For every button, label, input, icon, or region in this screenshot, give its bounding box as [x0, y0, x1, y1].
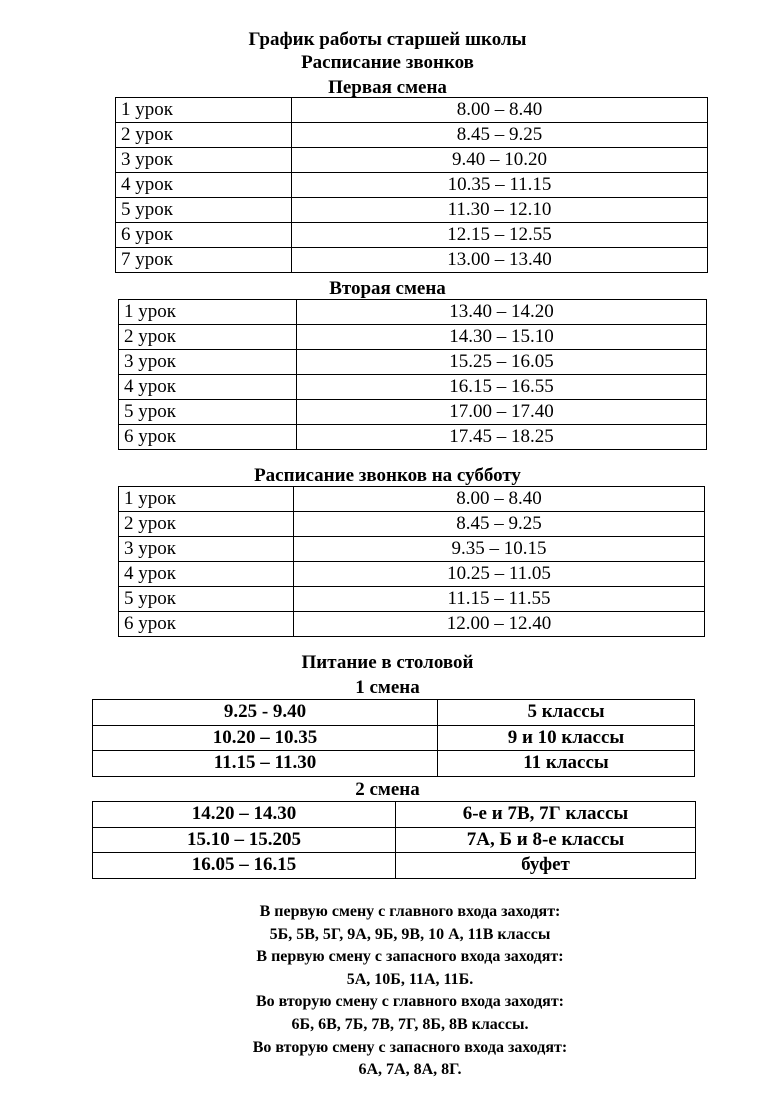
lesson-cell: 2 урок [119, 512, 294, 537]
entrance-note: Во вторую смену с запасного входа заходят: [252, 1038, 568, 1056]
lesson-cell: 6 урок [116, 223, 292, 248]
meal-classes-cell: 6-е и 7В, 7Г классы [396, 802, 696, 828]
entrance-note: Во вторую смену с главного входа заходят: [255, 993, 564, 1011]
time-cell: 16.15 – 16.55 [297, 375, 707, 400]
meal-time-cell: 14.20 – 14.30 [93, 802, 396, 828]
table-row [116, 148, 708, 173]
meal-classes-cell: 5 классы [438, 700, 695, 726]
entrance-note: В первую смену с главного входа заходят: [259, 903, 561, 920]
table-row [119, 562, 705, 587]
lesson-cell: 1 урок [119, 300, 297, 325]
table-row [93, 827, 696, 853]
time-cell: 13.00 – 13.40 [292, 248, 708, 273]
table-row [116, 98, 708, 123]
table-row [119, 350, 707, 375]
meal-time-cell: 15.10 – 15.205 [93, 827, 396, 853]
lesson-cell: 4 урок [119, 375, 297, 400]
lesson-cell: 6 урок [119, 425, 297, 450]
lesson-cell: 3 урок [119, 350, 297, 375]
table-row [119, 300, 707, 325]
entrance-note: В первую смену с запасного входа заходят: [256, 948, 564, 966]
entrance-note: 5Б, 5В, 5Г, 9А, 9Б, 9В, 10 А, 11В классы [269, 925, 551, 943]
time-cell: 13.40 – 14.20 [297, 300, 707, 325]
table-row [93, 802, 696, 828]
table-row [119, 537, 705, 562]
table-row [93, 725, 695, 751]
canteen-shift2-table [92, 801, 696, 879]
table-row [93, 700, 695, 726]
lesson-cell: 2 урок [116, 123, 292, 148]
saturday-heading: Расписание звонков на субботу [254, 465, 521, 486]
table-row [116, 123, 708, 148]
table-row [119, 487, 705, 512]
lesson-cell: 4 урок [116, 173, 292, 198]
lesson-cell: 7 урок [116, 248, 292, 273]
lesson-cell: 3 урок [116, 148, 292, 173]
table-row [93, 853, 696, 879]
table-row [119, 512, 705, 537]
canteen-shift1-heading: 1 смена [355, 677, 420, 698]
meal-time-cell: 16.05 – 16.15 [93, 853, 396, 879]
time-cell: 11.30 – 12.10 [292, 198, 708, 223]
canteen-heading: Питание в столовой [301, 652, 474, 673]
entrance-note: 5А, 10Б, 11А, 11Б. [346, 970, 474, 988]
shift2-heading: Вторая смена [329, 278, 446, 299]
lesson-cell: 1 урок [119, 487, 294, 512]
time-cell: 12.15 – 12.55 [292, 223, 708, 248]
entrance-note: 6Б, 6В, 7Б, 7В, 7Г, 8Б, 8В классы. [291, 1016, 529, 1033]
table-row [93, 751, 695, 777]
table-row [119, 375, 707, 400]
lesson-cell: 5 урок [119, 587, 294, 612]
table-row [119, 587, 705, 612]
meal-time-cell: 10.20 – 10.35 [93, 725, 438, 751]
shift2-bell-table [118, 299, 707, 450]
table-row [116, 223, 708, 248]
canteen-shift2-heading: 2 смена [355, 779, 420, 800]
lesson-cell: 6 урок [119, 612, 294, 637]
shift1-bell-table [115, 97, 708, 273]
time-cell: 12.00 – 12.40 [294, 612, 705, 637]
time-cell: 8.45 – 9.25 [292, 123, 708, 148]
time-cell: 9.35 – 10.15 [294, 537, 705, 562]
table-row [116, 198, 708, 223]
time-cell: 9.40 – 10.20 [292, 148, 708, 173]
time-cell: 17.00 – 17.40 [297, 400, 707, 425]
lesson-cell: 5 урок [116, 198, 292, 223]
meal-classes-cell: 7А, Б и 8-е классы [396, 827, 696, 853]
time-cell: 17.45 – 18.25 [297, 425, 707, 450]
meal-classes-cell: 9 и 10 классы [438, 725, 695, 751]
lesson-cell: 1 урок [116, 98, 292, 123]
saturday-bell-table [118, 486, 705, 637]
time-cell: 15.25 – 16.05 [297, 350, 707, 375]
meal-time-cell: 11.15 – 11.30 [93, 751, 438, 777]
meal-classes-cell: 11 классы [438, 751, 695, 777]
table-row [119, 400, 707, 425]
table-row [116, 248, 708, 273]
lesson-cell: 4 урок [119, 562, 294, 587]
table-row [119, 325, 707, 350]
time-cell: 8.00 – 8.40 [294, 487, 705, 512]
lesson-cell: 5 урок [119, 400, 297, 425]
entrance-note: 6А, 7А, 8А, 8Г. [358, 1061, 462, 1079]
table-row [119, 612, 705, 637]
meal-time-cell: 9.25 - 9.40 [93, 700, 438, 726]
table-row [119, 425, 707, 450]
time-cell: 14.30 – 15.10 [297, 325, 707, 350]
meal-classes-cell: буфет [396, 853, 696, 879]
time-cell: 10.25 – 11.05 [294, 562, 705, 587]
lesson-cell: 3 урок [119, 537, 294, 562]
page-subtitle: Расписание звонков [301, 52, 474, 73]
time-cell: 10.35 – 11.15 [292, 173, 708, 198]
canteen-shift1-table [92, 699, 695, 777]
time-cell: 8.45 – 9.25 [294, 512, 705, 537]
lesson-cell: 2 урок [119, 325, 297, 350]
table-row [116, 173, 708, 198]
time-cell: 11.15 – 11.55 [294, 587, 705, 612]
time-cell: 8.00 – 8.40 [292, 98, 708, 123]
shift1-heading: Первая смена [328, 77, 447, 98]
page-title: График работы старшей школы [248, 29, 527, 50]
